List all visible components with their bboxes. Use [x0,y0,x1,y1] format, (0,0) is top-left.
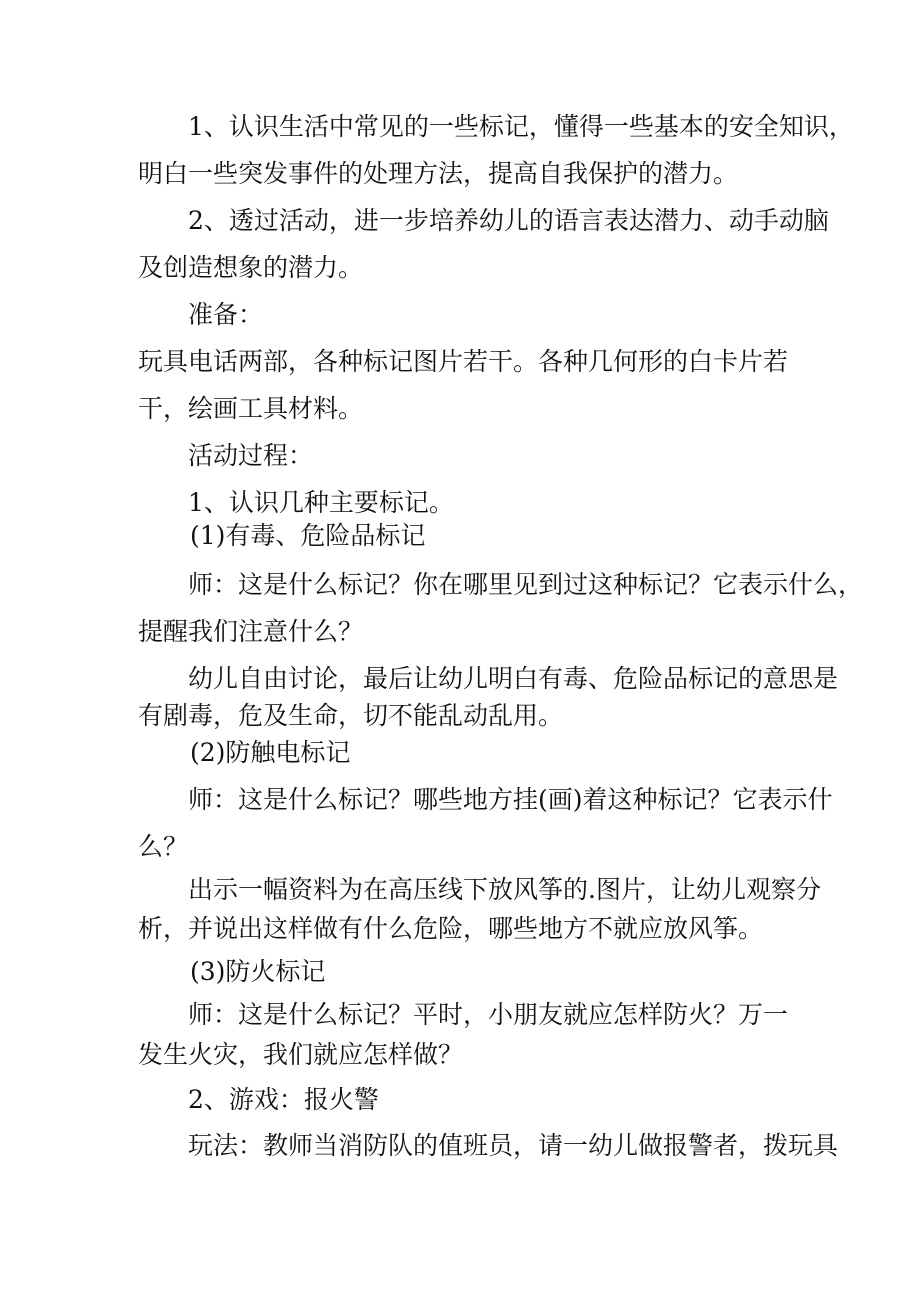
paragraph-line: 析，并说出这样做有什么危险，哪些地方不就应放风筝。 [138,914,764,943]
paragraph-line: 1、认识几种主要标记。 [188,488,454,517]
sub-heading: (1)有毒、危险品标记 [190,521,426,550]
paragraph-line: 明白一些突发事件的处理方法，提高自我保护的潜力。 [138,159,739,188]
paragraph-line: 出示一幅资料为在高压线下放风筝的.图片，让幼儿观察分 [188,875,821,904]
paragraph-line: 师：这是什么标记？哪些地方挂(画)着这种标记？它表示什 [188,785,833,814]
section-heading: 活动过程： [188,441,314,470]
sub-heading: (3)防火标记 [190,957,326,986]
paragraph-line: 干，绘画工具材料。 [138,394,364,423]
paragraph-line: 2、透过活动，进一步培养幼儿的语言表达潜力、动手动脑 [188,206,829,235]
paragraph-line: 提醒我们注意什么？ [138,617,364,646]
section-heading: 准备： [188,300,264,329]
paragraph-line: 玩具电话两部，各种标记图片若干。各种几何形的白卡片若 [138,347,789,376]
paragraph-line: 么？ [138,832,189,861]
paragraph-line: 及创造想象的潜力。 [138,253,364,282]
sub-heading: (2)防触电标记 [190,738,351,767]
paragraph-line: 1、认识生活中常见的一些标记，懂得一些基本的安全知识， [188,112,854,141]
paragraph-line: 有剧毒，危及生命，切不能乱动乱用。 [138,701,564,730]
paragraph-line: 师：这是什么标记？你在哪里见到过这种标记？它表示什么， [188,570,864,599]
paragraph-line: 2、游戏：报火警 [188,1085,379,1114]
paragraph-line: 幼儿自由讨论，最后让幼儿明白有毒、危险品标记的意思是 [188,664,839,693]
paragraph-line: 发生火灾，我们就应怎样做？ [138,1040,464,1069]
paragraph-line: 玩法：教师当消防队的值班员，请一幼儿做报警者，拨玩具 [188,1131,839,1160]
paragraph-line: 师：这是什么标记？平时，小朋友就应怎样防火？万一 [188,1000,789,1029]
